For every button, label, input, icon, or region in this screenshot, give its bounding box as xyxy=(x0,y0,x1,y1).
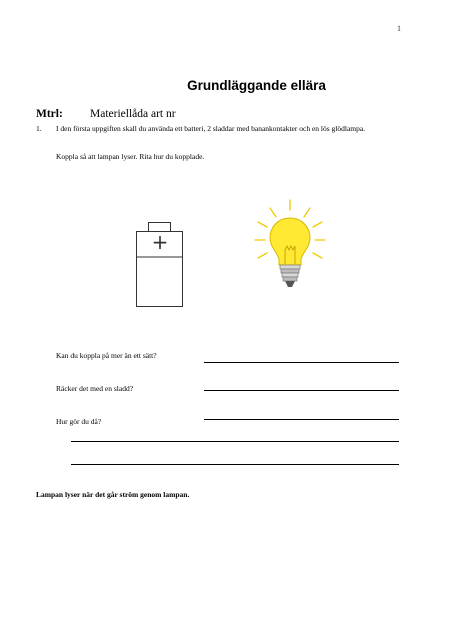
answer-line-1[interactable] xyxy=(204,362,399,363)
answer-line-5[interactable] xyxy=(71,464,399,465)
page-number: 1 xyxy=(397,24,401,33)
task-number: 1. xyxy=(36,124,42,133)
material-label: Mtrl: xyxy=(36,108,63,120)
answer-line-2[interactable] xyxy=(204,390,399,391)
light-bulb-icon xyxy=(250,198,334,294)
battery-plus-sign: + xyxy=(151,230,169,254)
conclusion-text: Lampan lyser när det går ström genom lampan. xyxy=(36,490,190,499)
task-instruction: Koppla så att lampan lyser. Rita hur du kopplade. xyxy=(56,152,205,161)
battery-icon xyxy=(136,222,184,308)
answer-line-3[interactable] xyxy=(204,419,399,420)
question-2: Räcker det med en sladd? xyxy=(56,384,134,393)
question-3: Hur gör du då? xyxy=(56,417,102,426)
question-1: Kan du koppla på mer än ett sätt? xyxy=(56,351,157,360)
task-text: I den första uppgiften skall du använda ett batteri, 2 sladdar med banankontakter och en lös glödlampa. xyxy=(56,124,366,133)
material-value: Materiellåda art nr xyxy=(90,108,176,120)
answer-line-4[interactable] xyxy=(71,441,399,442)
page-title: Grundläggande ellära xyxy=(187,78,326,93)
